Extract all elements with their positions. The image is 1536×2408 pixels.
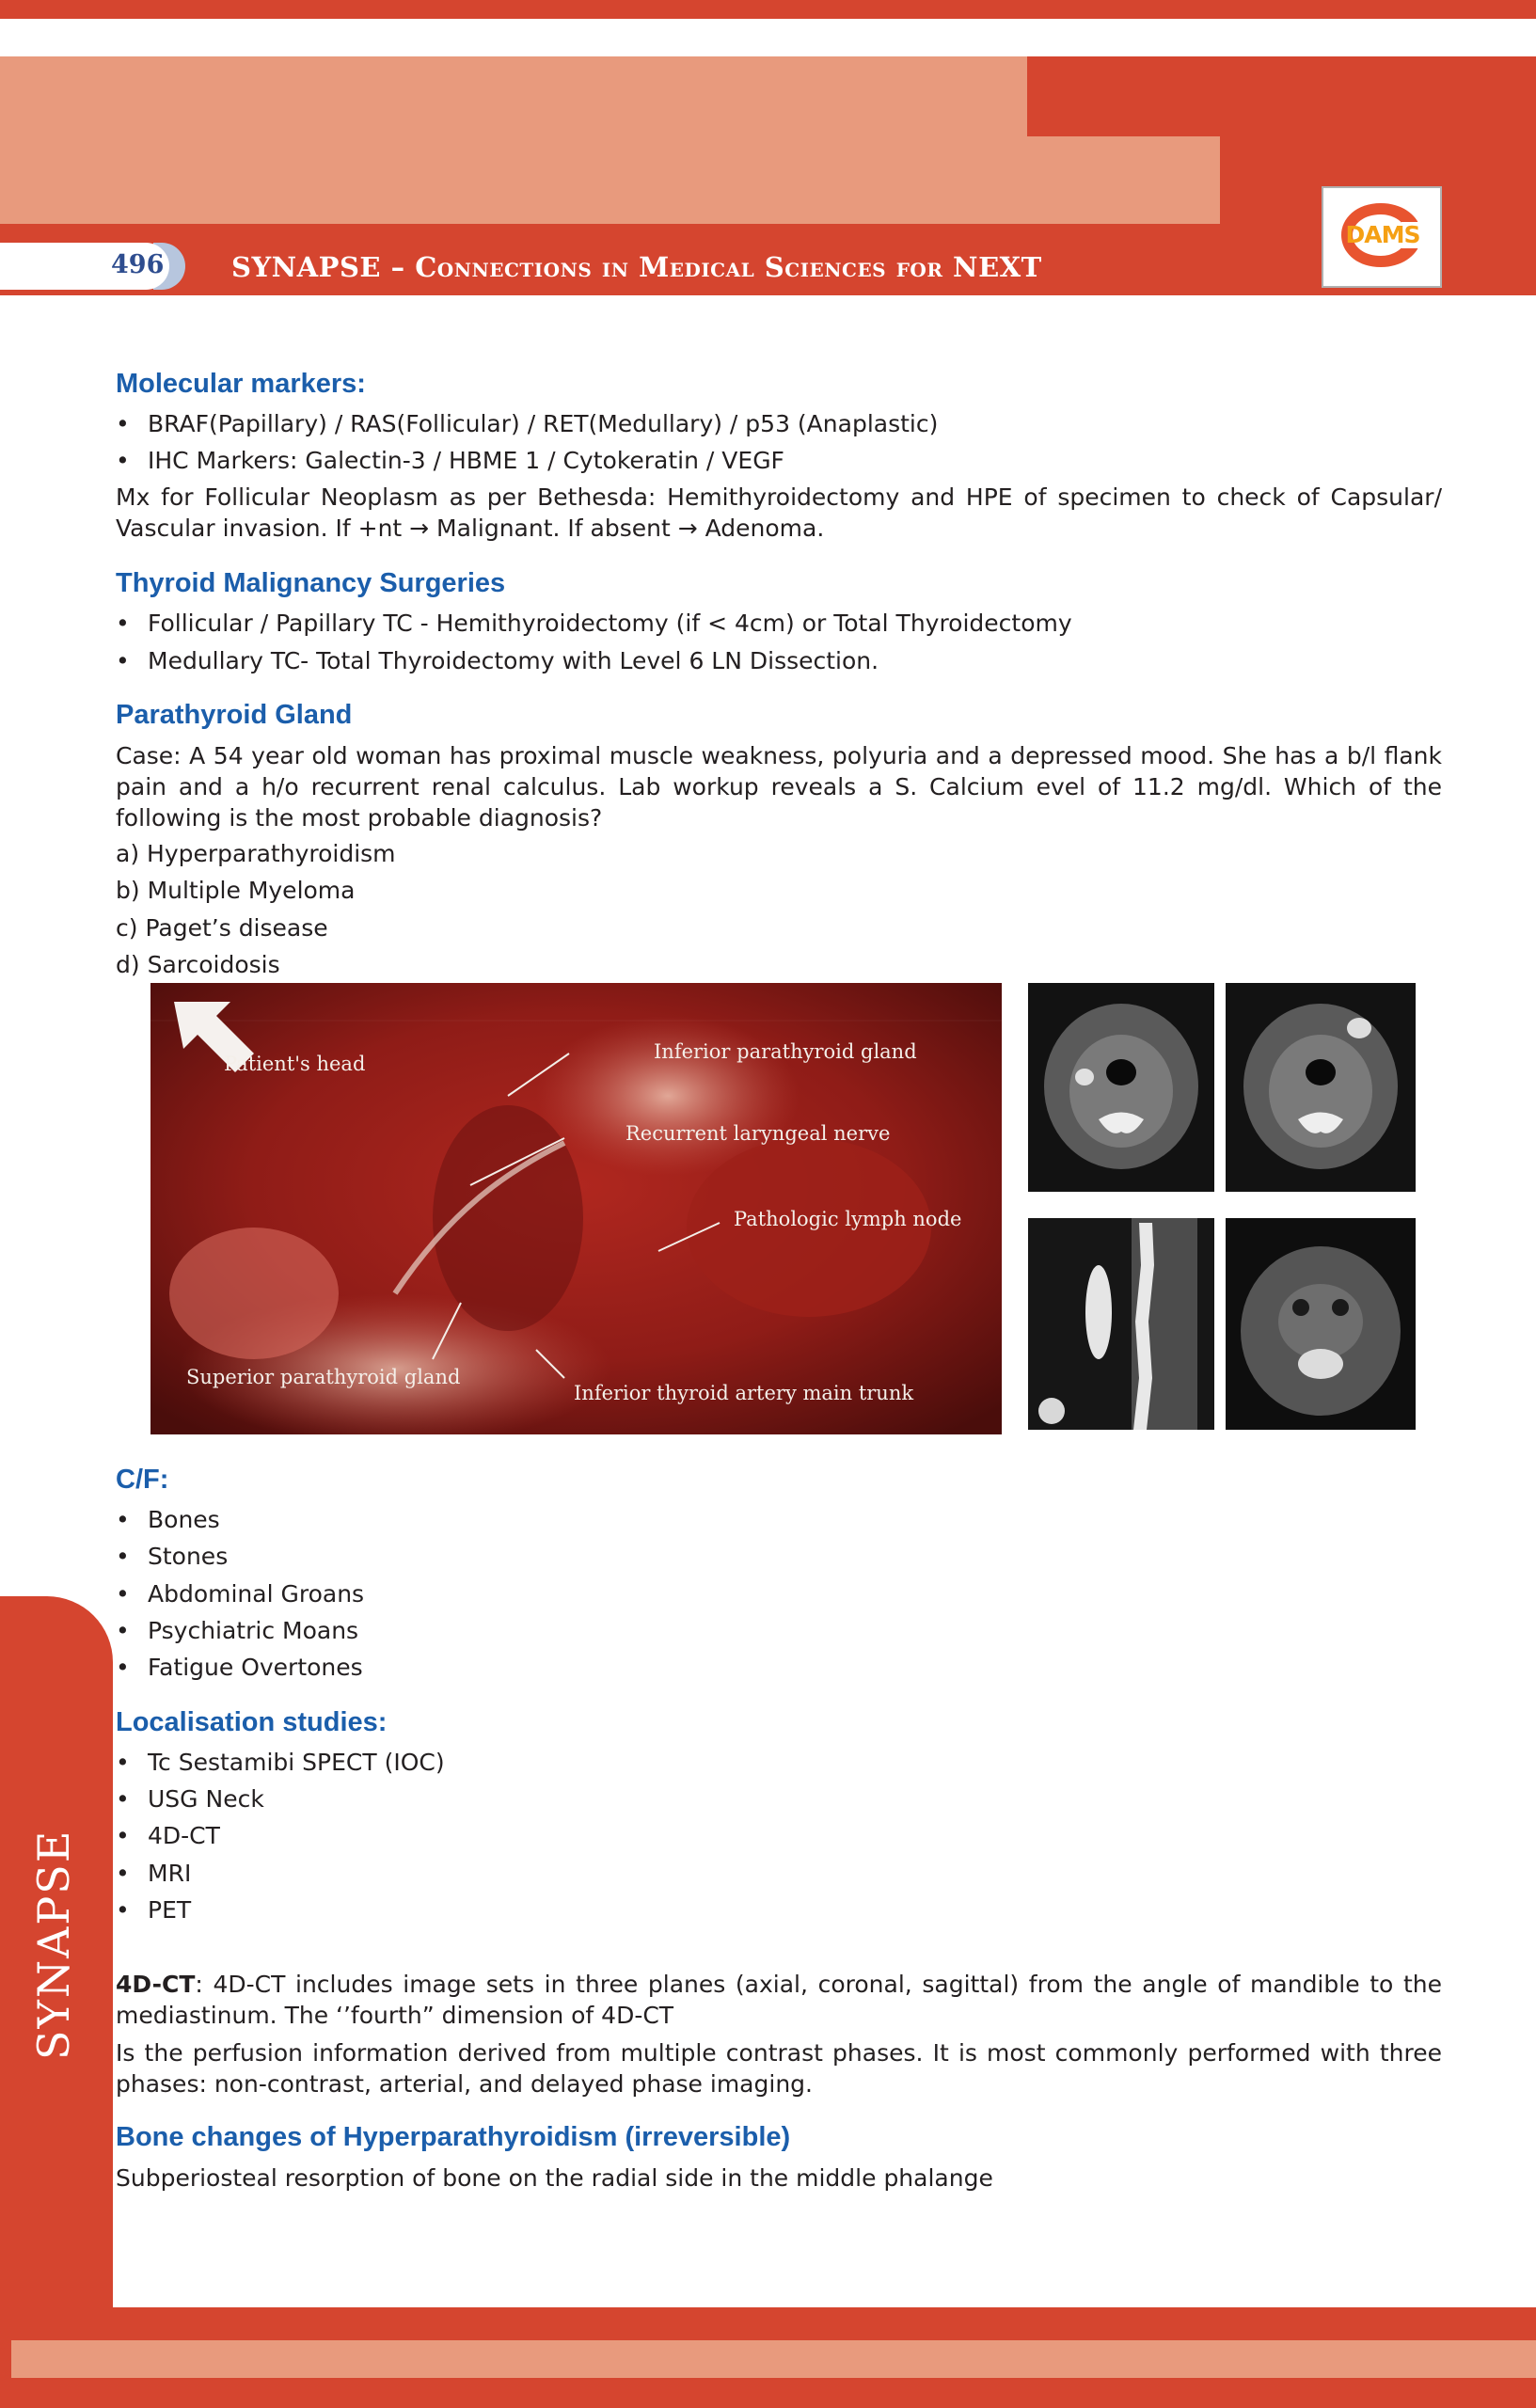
top-stripe: [0, 0, 1536, 19]
heading-molecular-markers: Molecular markers:: [116, 369, 366, 399]
list-item: • 4D-CT: [116, 1822, 220, 1849]
page-number: 496: [111, 250, 165, 279]
label-thyroid-artery: Inferior thyroid artery main trunk: [574, 1382, 914, 1404]
bone-changes-text: Subperiosteal resorption of bone on the radial side in the middle phalange: [116, 2164, 993, 2192]
list-item: • Tc Sestamibi SPECT (IOC): [116, 1749, 445, 1776]
heading-clinical-features: C/F:: [116, 1465, 169, 1495]
ct-axial-2: [1226, 983, 1416, 1192]
list-item: • Medullary TC- Total Thyroidectomy with Level 6 LN Dissection.: [116, 647, 879, 674]
ct-sagittal: [1028, 1218, 1214, 1430]
label-patients-head: Patient's head: [224, 1053, 366, 1075]
label-inferior-gland: Inferior parathyroid gland: [654, 1040, 917, 1063]
side-label: SYNAPSE: [28, 1829, 79, 2060]
heading-localisation-studies: Localisation studies:: [116, 1707, 388, 1737]
surgical-field-photo: [150, 983, 1002, 1434]
list-item: • IHC Markers: Galectin-3 / HBME 1 / Cytokeratin / VEGF: [116, 447, 784, 474]
option-c: c) Paget’s disease: [116, 914, 328, 942]
list-item: • Stones: [116, 1543, 229, 1570]
heading-parathyroid-gland: Parathyroid Gland: [116, 700, 353, 730]
label-recurrent-nerve: Recurrent laryngeal nerve: [625, 1122, 891, 1145]
option-d: d) Sarcoidosis: [116, 951, 280, 978]
label-lymph-node: Pathologic lymph node: [734, 1208, 962, 1230]
option-a: a) Hyperparathyroidism: [116, 840, 396, 867]
list-item: • USG Neck: [116, 1785, 264, 1813]
four-d-ct-paragraph: Is the perfusion information derived from multiple contrast phases. It is most commonly performed with three phases: non-contrast, arterial, and delayed phase imaging.: [116, 2039, 1442, 2098]
list-item: • Psychiatric Moans: [116, 1617, 359, 1644]
case-paragraph: Case: A 54 year old woman has proximal muscle weakness, polyuria and a depressed mood. She has a b/l flank pain and a h/o recurrent renal calculus. Lab workup reveals a S. Calcium evel of 11.2 mg/dl. Which of the following is the most probable diagnosis?: [116, 742, 1442, 832]
follicular-neoplasm-paragraph: Mx for Follicular Neoplasm as per Bethesda: Hemithyroidectomy and HPE of specimen to check of Capsular/ Vascular invasion. If +nt → Malignant. If absent → Adenoma.: [116, 483, 1442, 542]
running-title: SYNAPSE – Connections in Medical Sciences for NEXT: [231, 251, 1042, 283]
heading-thyroid-surgeries: Thyroid Malignancy Surgeries: [116, 568, 506, 598]
four-d-ct-definition: 4D-CT: 4D-CT includes image sets in three planes (axial, coronal, sagittal) from the angle of mandible to the mediastinum. The ‘’fourth” dimension of 4D-CT: [116, 1971, 1442, 2029]
header-band: [0, 56, 1027, 224]
list-item: • Fatigue Overtones: [116, 1654, 363, 1681]
header-tab: [1027, 136, 1220, 224]
list-item: • Abdominal Groans: [116, 1580, 365, 1608]
list-item: • PET: [116, 1896, 192, 1924]
list-item: • Follicular / Papillary TC - Hemithyroidectomy (if < 4cm) or Total Thyroidectomy: [116, 610, 1072, 637]
logo-text: DAMS: [1345, 221, 1420, 248]
option-b: b) Multiple Myeloma: [116, 877, 356, 904]
list-item: • BRAF(Papillary) / RAS(Follicular) / RET(Medullary) / p53 (Anaplastic): [116, 410, 939, 437]
list-item: • Bones: [116, 1506, 220, 1533]
heading-bone-changes: Bone changes of Hyperparathyroidism (irreversible): [116, 2122, 791, 2152]
list-item: • MRI: [116, 1860, 192, 1887]
footer-band: [11, 2340, 1536, 2378]
ct-axial-1: [1028, 983, 1214, 1192]
ct-scan-panel: [1028, 983, 1416, 1430]
ct-axial-3: [1226, 1218, 1416, 1430]
label-superior-gland: Superior parathyroid gland: [186, 1366, 461, 1388]
